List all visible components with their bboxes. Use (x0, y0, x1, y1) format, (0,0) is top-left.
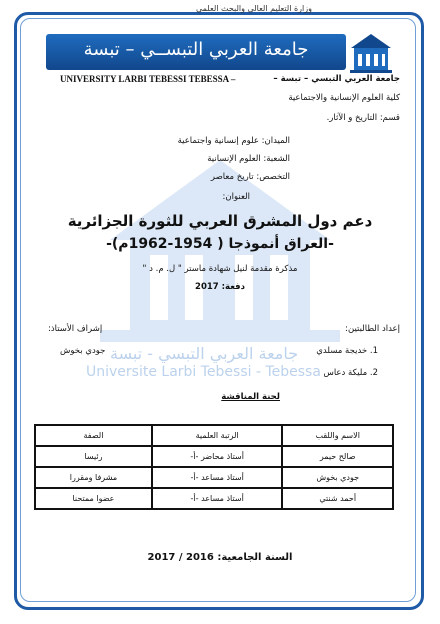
students-label: إعداد الطالبتين: (345, 324, 400, 334)
jury-rank: أستاذ مساعد -أ- (152, 467, 282, 488)
jury-rank: أستاذ محاضر -أ- (152, 446, 282, 467)
specialty-line: التخصص: تاريخ معاصر (210, 172, 290, 182)
title-label: العنوان: (222, 192, 250, 202)
thesis-title-line2: -العراق أنموذجا ( 1954-1962م)- (106, 236, 334, 252)
table-row (35, 446, 393, 467)
branch-line: الشعبة: العلوم الإنسانية (207, 154, 290, 164)
column-header-rank-role: الصفة (35, 425, 152, 446)
thesis-title-line1: دعم دول المشرق العربي للثورة الجزائرية (67, 212, 373, 230)
jury-role: عضوا ممتحنا (35, 488, 152, 509)
domain-line: الميدان: علوم إنسانية واجتماعية (177, 136, 290, 146)
jury-name: جودي بخوش (282, 467, 393, 488)
academic-year: السنة الجامعية: 2016 / 2017 (147, 552, 293, 563)
watermark-text-ar: جامعة العربي التبسي - تبسة (110, 344, 299, 363)
supervisor-name: جودي بخوش (60, 346, 106, 356)
student-item-2: 2. مليكة دعاس (323, 368, 378, 378)
thesis-subtitle: مذكرة مقدمة لنيل شهادة ماستر " ل. م. د " (142, 264, 298, 274)
jury-role: رئيسا (35, 446, 152, 467)
jury-table (34, 424, 394, 510)
jury-label: لجنة المناقشة (221, 392, 280, 402)
jury-name: أحمد شنتي (282, 488, 393, 509)
jury-rank: أستاذ مساعد -أ- (152, 488, 282, 509)
university-name-fr: UNIVERSITY LARBI TEBESSI TEBESSA – (60, 74, 236, 84)
university-logo-icon (348, 30, 394, 76)
department-line: قسم: التاريخ و الآثار. (326, 113, 400, 123)
jury-role: مشرفا ومقررا (35, 467, 152, 488)
university-banner (46, 34, 346, 70)
banner-title: جامعة العربي التبســي – تبسة (83, 39, 309, 60)
watermark-text-fr: Universite Larbi Tebessi - Tebessa (86, 364, 321, 380)
ministry-line: وزارة التعليم العالي والبحث العلمي (196, 4, 312, 13)
student-item-1: 1. خديجة مسلدي (316, 346, 378, 356)
column-header-name: الاسم واللقب (282, 425, 393, 446)
column-header-rank: الرتبة العلمية (152, 425, 282, 446)
table-row (35, 488, 393, 509)
faculty-line: كلية العلوم الإنسانية والاجتماعية (288, 93, 400, 103)
jury-name: صالح حيمر (282, 446, 393, 467)
batch-line: دفعة: 2017 (195, 282, 245, 292)
university-name-ar: جامعة العربي التبسي – تبسة – (273, 74, 400, 84)
supervisor-label: إشراف الأستاذ: (48, 324, 103, 334)
table-header-row (35, 425, 393, 446)
table-row (35, 467, 393, 488)
